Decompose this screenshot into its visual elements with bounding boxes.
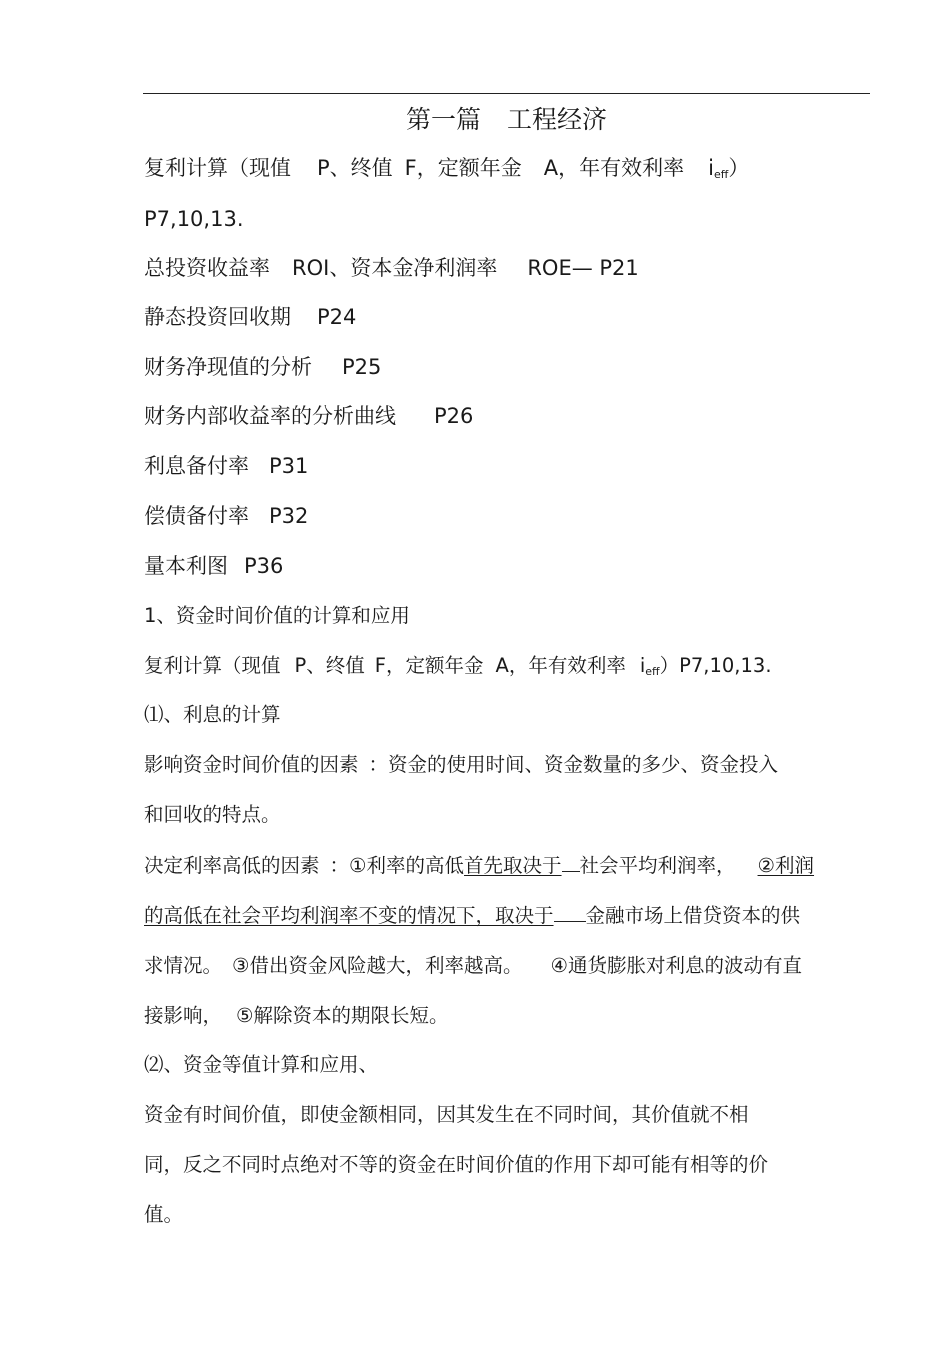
rate-line-4 — [144, 1001, 449, 1031]
summary-line-3 — [144, 253, 639, 283]
equiv-line-2: 同，反之不同时点绝对不等的资金在时间价值的作用下却可能有相等的价 — [144, 1153, 769, 1176]
factors-label: 影响资金时间价值的因素 — [144, 753, 359, 776]
summary-line-9 — [144, 551, 283, 581]
summary-line-5 — [144, 352, 381, 382]
summary-line-6 — [144, 401, 473, 431]
equiv-line-1: 资金有时间价值，即使金额相同，因其发生在不同时间，其价值就不相 — [144, 1103, 749, 1126]
text: ③借出资金风险越大，利率越高。 — [232, 954, 523, 977]
text: ） — [728, 156, 750, 180]
text: 求情况。 — [144, 954, 223, 977]
summary-line-2: P7,10,13. — [144, 207, 244, 231]
text: P32 — [269, 504, 309, 528]
text: ）P7,10,13. — [659, 654, 772, 677]
underlined-text: ②利润 — [757, 854, 815, 877]
text: ： — [368, 753, 389, 776]
text: 资金的使用时间、资金数量的多少、资金投入 — [388, 753, 779, 776]
text: F，定额年金 — [404, 156, 522, 180]
summary-line-7 — [144, 451, 308, 481]
text: 金融市场上借贷资本的供 — [585, 904, 801, 927]
text: P、终值 — [317, 156, 393, 180]
rate-line-1 — [144, 851, 814, 881]
text: 复利计算（现值 — [144, 654, 281, 677]
text: P31 — [269, 454, 309, 478]
text: 利息备付率 — [144, 454, 249, 478]
text: i — [639, 654, 646, 677]
text: 财务净现值的分析 — [144, 355, 312, 379]
subscript: eff — [645, 665, 660, 678]
underlined-text: 的高低在社会平均利润率不变的情况下，取决于 — [144, 904, 554, 927]
header-rule — [143, 93, 870, 94]
factors-line-1 — [144, 750, 778, 780]
text: A，年有效利率 — [543, 156, 685, 180]
text: 接影响， — [144, 1004, 223, 1027]
page-title — [143, 102, 870, 138]
factors-line-2: 和回收的特点。 — [144, 803, 281, 826]
text: ROE— P21 — [527, 256, 639, 280]
underline-blank — [554, 903, 586, 922]
text: i — [708, 156, 714, 180]
formula-line — [144, 651, 772, 687]
summary-line-8 — [144, 501, 308, 531]
subsection-1: ⑴、利息的计算 — [144, 703, 281, 726]
text: ①利率的高低 — [349, 854, 465, 877]
summary-line-1 — [144, 153, 749, 190]
rate-line-2 — [144, 901, 800, 931]
text: P25 — [342, 355, 382, 379]
text: A，年有效利率 — [495, 654, 626, 677]
rate-line-3 — [144, 951, 802, 981]
summary-line-4 — [144, 302, 356, 332]
rate-label: 决定利率高低的因素 — [144, 854, 320, 877]
text: 社会平均利润率， — [579, 854, 736, 877]
text: P36 — [244, 554, 284, 578]
text: P26 — [434, 404, 474, 428]
text: ： — [329, 854, 350, 877]
text: 偿债备付率 — [144, 504, 249, 528]
text: 财务内部收益率的分析曲线 — [144, 404, 396, 428]
text: 总投资收益率 — [144, 256, 270, 280]
text: ROI、资本金净利润率 — [292, 256, 498, 280]
equiv-line-3: 值。 — [144, 1203, 184, 1226]
subsection-2: ⑵、资金等值计算和应用、 — [144, 1053, 379, 1076]
text: ④通货膨胀对利息的波动有直 — [550, 954, 802, 977]
text: ⑤解除资本的期限长短。 — [236, 1004, 449, 1027]
text: P、终值 — [294, 654, 365, 677]
subscript: eff — [713, 168, 729, 181]
title-part2: 工程经济 — [507, 105, 608, 134]
title-part1: 第一篇 — [405, 105, 481, 134]
text: 复利计算（现值 — [144, 156, 291, 180]
underlined-text: 首先取决于 — [464, 854, 562, 877]
text: P24 — [317, 305, 357, 329]
text: F，定额年金 — [374, 654, 484, 677]
section-heading: 1、资金时间价值的计算和应用 — [144, 604, 410, 627]
text: 静态投资回收期 — [144, 305, 291, 329]
underline-blank — [562, 853, 580, 872]
text: 量本利图 — [144, 554, 228, 578]
